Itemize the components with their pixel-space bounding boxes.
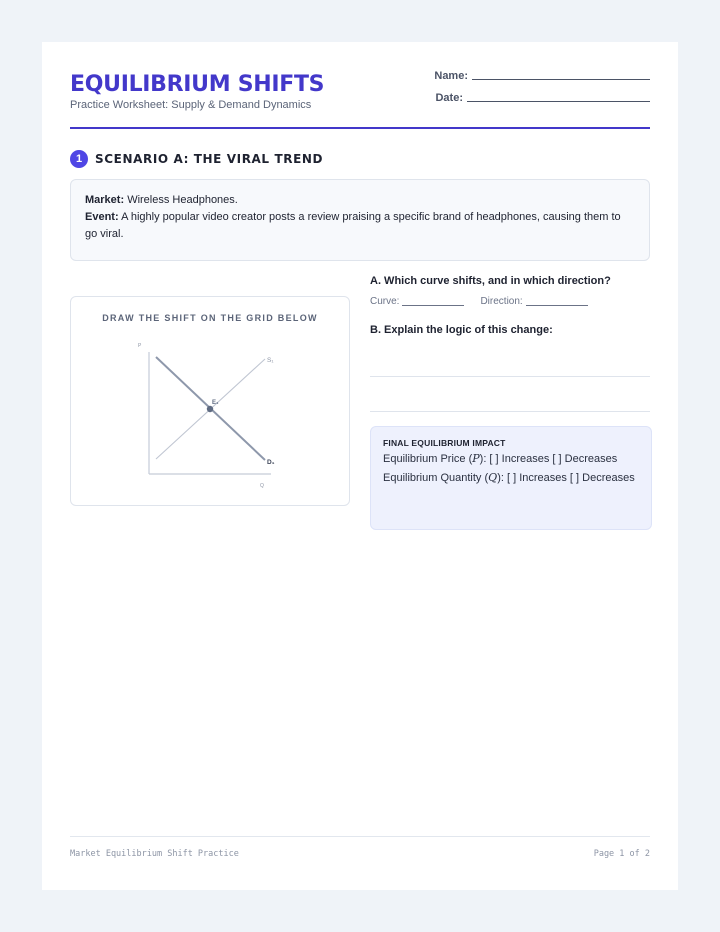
date-label: Date: <box>435 92 463 104</box>
footer-divider <box>70 836 650 837</box>
answer-line-2[interactable] <box>370 411 650 412</box>
market-label: Market: <box>85 194 125 206</box>
curve-blank[interactable] <box>402 305 464 306</box>
supply-demand-graph[interactable] <box>71 297 349 505</box>
question-b: B. Explain the logic of this change: <box>370 324 553 336</box>
event-value: A highly popular video creator posts a review praising a specific brand of headphones, causing them to go viral. <box>85 211 621 240</box>
price-variable: P <box>472 452 480 465</box>
page-number: Page 1 of 2 <box>593 849 650 859</box>
page-subtitle: Practice Worksheet: Supply & Demand Dynamics <box>70 99 312 111</box>
header-divider <box>70 127 650 129</box>
direction-label: Direction: <box>480 296 523 307</box>
worksheet-page <box>42 42 678 890</box>
quantity-variable: Q <box>488 471 498 484</box>
question-a: A. Which curve shifts, and in which direction? <box>370 275 611 287</box>
market-line <box>85 192 635 209</box>
name-line[interactable] <box>472 79 650 80</box>
supply-label: S₁ <box>267 357 274 364</box>
equilibrium-impact-box <box>370 426 652 530</box>
scenario-title: SCENARIO A: THE VIRAL TREND <box>95 152 324 166</box>
price-impact-line[interactable] <box>383 452 639 466</box>
quantity-impact-line[interactable] <box>383 471 639 485</box>
x-axis-label: Q <box>260 483 264 489</box>
equilibrium-label: E₁ <box>212 400 219 406</box>
scenario-number-badge: 1 <box>70 150 88 168</box>
demand-label: D₁ <box>267 459 275 466</box>
scenario-info-box <box>70 179 650 261</box>
price-prefix: Equilibrium Price ( <box>383 453 473 465</box>
price-options: ): [ ] Increases [ ] Decreases <box>479 453 618 465</box>
page-title: EQUILIBRIUM SHIFTS <box>70 72 325 97</box>
y-axis-label: P <box>138 343 142 349</box>
quantity-options: ): [ ] Increases [ ] Decreases <box>497 472 635 484</box>
footer-left: Market Equilibrium Shift Practice <box>70 849 239 859</box>
graph-box <box>70 296 350 506</box>
answer-line-1[interactable] <box>370 376 650 377</box>
name-field[interactable] <box>434 70 650 82</box>
scenario-heading <box>70 150 323 168</box>
event-label: Event: <box>85 211 119 223</box>
graph-caption: DRAW THE SHIFT ON THE GRID BELOW <box>102 313 318 323</box>
market-value: Wireless Headphones. <box>127 194 238 206</box>
curve-direction-row <box>370 296 588 307</box>
quantity-prefix: Equilibrium Quantity ( <box>383 472 489 484</box>
curve-label: Curve: <box>370 296 400 307</box>
direction-blank[interactable] <box>526 305 588 306</box>
equilibrium-point <box>207 406 213 412</box>
date-line[interactable] <box>467 101 650 102</box>
impact-title: FINAL EQUILIBRIUM IMPACT <box>383 438 506 448</box>
date-field[interactable] <box>435 92 650 104</box>
event-line <box>85 209 635 243</box>
name-label: Name: <box>434 70 468 82</box>
